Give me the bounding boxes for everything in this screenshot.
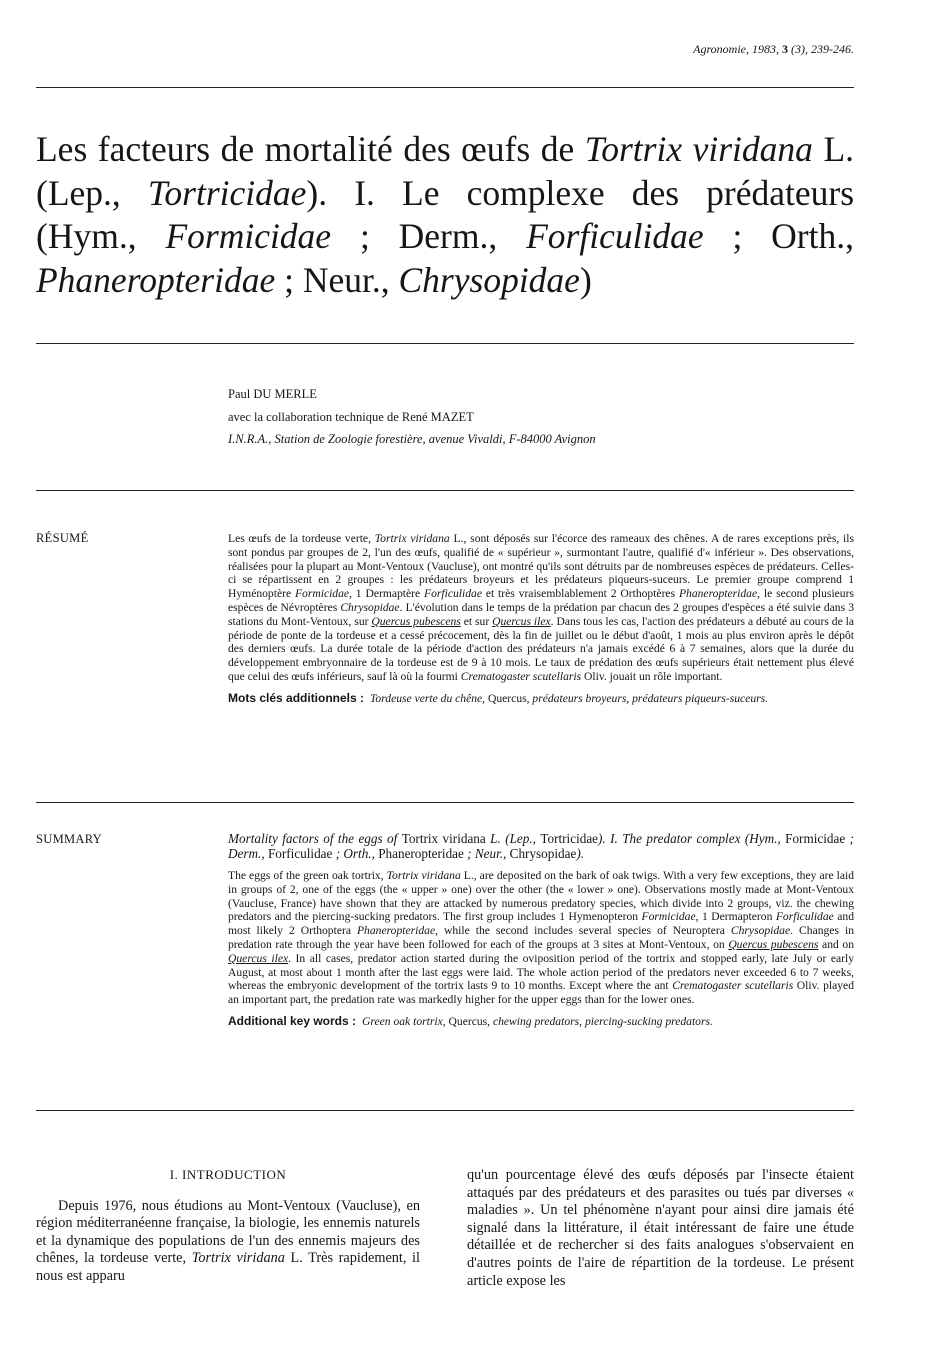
summary-keywords-label: Additional key words :: [228, 1013, 357, 1028]
intro-paragraph-right: qu'un pourcentage élevé des œufs déposés par l'insecte étaient attaqués par des prédateurs et des parasites ou tués par diverses « maladies ». Un tel phénomène n'ayant pour ainsi dire jamais été signalé dans la littérature, il était intéressant de faire une étude détaillée et de rechercher si des faits analogues s'observaient en d'autres points de l'aire de répartition de la tordeuse. Le présent article expose les: [467, 1167, 854, 1289]
resume-keywords-values: Tordeuse verte du chêne, Quercus, prédateurs broyeurs, prédateurs piqueurs-suceurs.: [370, 691, 769, 705]
intro-paragraph-left: Depuis 1976, nous étudions au Mont-Ventoux (Vaucluse), en région méditerranéenne française, la biologie, les ennemis naturels et la dynamique des populations de l'un des ennemis majeurs des chênes, la tordeuse verte, Tortrix viridana L. Très rapidement, il nous est apparu: [36, 1197, 421, 1284]
resume-keywords-label: Mots clés additionnels :: [228, 690, 365, 705]
intro-left-column: [36, 1166, 420, 1286]
resume-label: RÉSUMÉ: [36, 531, 89, 545]
summary-block: [228, 831, 854, 1029]
article-title: [36, 128, 854, 302]
summary-text: The eggs of the green oak tortrix, Tortrix viridana L., are deposited on the bark of oak twigs. With a very few exceptions, they are laid in groups of 2, one of the eggs (the « upper » one) over the other (the « lower » one). Observations mostly made at Mont-Ventoux (Vaucluse, France) have shown that they are attacked by numerous predatory species, which divide into 2 groups, viz. the chewing predators and the piercing-sucking predators. The first group includes 1 Hymenopteron Formicidae, 1 Dermapteron Forficulidae and most likely 2 Orthoptera Phaneropteridae, while the second includes several species of Neuroptera Chrysopidae. Changes in predation rate through the year have been followed for each of the groups at 3 sites at Mont-Ventoux, on Quercus pubescens and on Quercus ilex. In all cases, predator action started during the oviposition period of the tortrix and stopped early, late July or early August, at most about 1 month after the last eggs were laid. The whole action period of the predators never exceeded 6 to 7 weeks, whereas the embryonic development of the tortrix lasts 9 to 10 months. Except where the ant Crematogaster scutellaris Oliv. played an important part, the predation rate was markedly higher for the upper eggs than for the lower ones.: [228, 869, 855, 1007]
authors-rule: [36, 490, 854, 491]
header-rule: [36, 87, 854, 88]
journal-year: 1983,: [752, 42, 779, 56]
summary-keywords-values: Green oak tortrix, Quercus, chewing predators, piercing-sucking predators.: [362, 1014, 713, 1028]
title-rule: [36, 343, 854, 344]
resume-text: Les œufs de la tordeuse verte, Tortrix viridana L., sont déposés sur l'écorce des rameaux des chênes. A de rares exceptions près, ils sont pondus par groupes de 2, l'un des œufs, qualifié de « supérieur », surmontant l'autre, qualifié d'« inférieur ». Des observations, réalisées pour la plupart au Mont-Ventoux (Vaucluse), ont montré qu'ils sont détruits par de nombreuses espèces de prédateurs. Celles-ci se répartissent en 2 groupes : les prédateurs broyeurs et les prédateurs piqueurs-suceurs. Le premier groupe comprend 1 Hyménoptère Formicidae, 1 Dermaptère Forficulidae et très vraisemblablement 2 Orthoptères Phaneropteridae, le second plusieurs espèces de Névroptères Chrysopidae. L'évolution dans le temps de la prédation par chacun des 2 groupes d'espèces a été suivie dans 3 stations du Mont-Ventoux, sur Quercus pubescens et sur Quercus ilex. Dans tous les cas, l'action des prédateurs a débuté au cours de la période de ponte de la tordeuse et a cessé précocement, dès la fin de juillet ou le début d'août, 1 mois au plus environ après le dépôt des derniers œufs. La durée totale de la période d'action des prédateurs n'a jamais excédé 6 à 7 semaines, alors que la durée du développement embryonnaire de la tordeuse est de 9 à 10 mois. Le taux de prédation des œufs supérieurs était nettement plus élevé que celui des œufs inférieurs, sauf là où la fourmi Crematogaster scutellaris Oliv. jouait un rôle important.: [228, 532, 855, 683]
author-block: [228, 383, 596, 451]
title-line-1: Les facteurs de mortalité des œufs de Tortrix viridana L.: [36, 129, 855, 169]
resume-rule: [36, 802, 854, 803]
author-collaboration: avec la collaboration technique de René MAZET: [228, 409, 474, 424]
author-affiliation: I.N.R.A., Station de Zoologie forestière, avenue Vivaldi, F-84000 Avignon: [228, 432, 596, 446]
intro-heading: I. INTRODUCTION: [169, 1167, 287, 1182]
resume-block: [228, 532, 854, 706]
title-line-2: (Lep., Tortricidae). I. Le complexe des prédateurs: [36, 172, 855, 213]
journal-issue-pages: (3), 239-246.: [791, 42, 854, 56]
author-name: Paul DU MERLE: [228, 387, 317, 401]
summary-rule: [36, 1110, 854, 1111]
journal-reference: [693, 42, 854, 57]
journal-name: Agronomie,: [693, 42, 749, 56]
summary-title: Mortality factors of the eggs of Tortrix viridana L. (Lep., Tortricidae). I. The predator complex (Hym., Formicidae ; Derm., Forficulidae ; Orth., Phaneropteridae ; Neur., Chrysopidae).: [228, 831, 854, 861]
title-line-4: Phaneropteridae ; Neur., Chrysopidae): [36, 259, 592, 300]
summary-keywords: [228, 1015, 854, 1029]
intro-right-column: [467, 1167, 854, 1290]
journal-volume: 3: [782, 42, 788, 56]
summary-label: SUMMARY: [36, 832, 103, 846]
title-line-3: (Hym., Formicidae ; Derm., Forficulidae ; Orth.,: [36, 216, 854, 256]
resume-keywords: [228, 692, 854, 706]
